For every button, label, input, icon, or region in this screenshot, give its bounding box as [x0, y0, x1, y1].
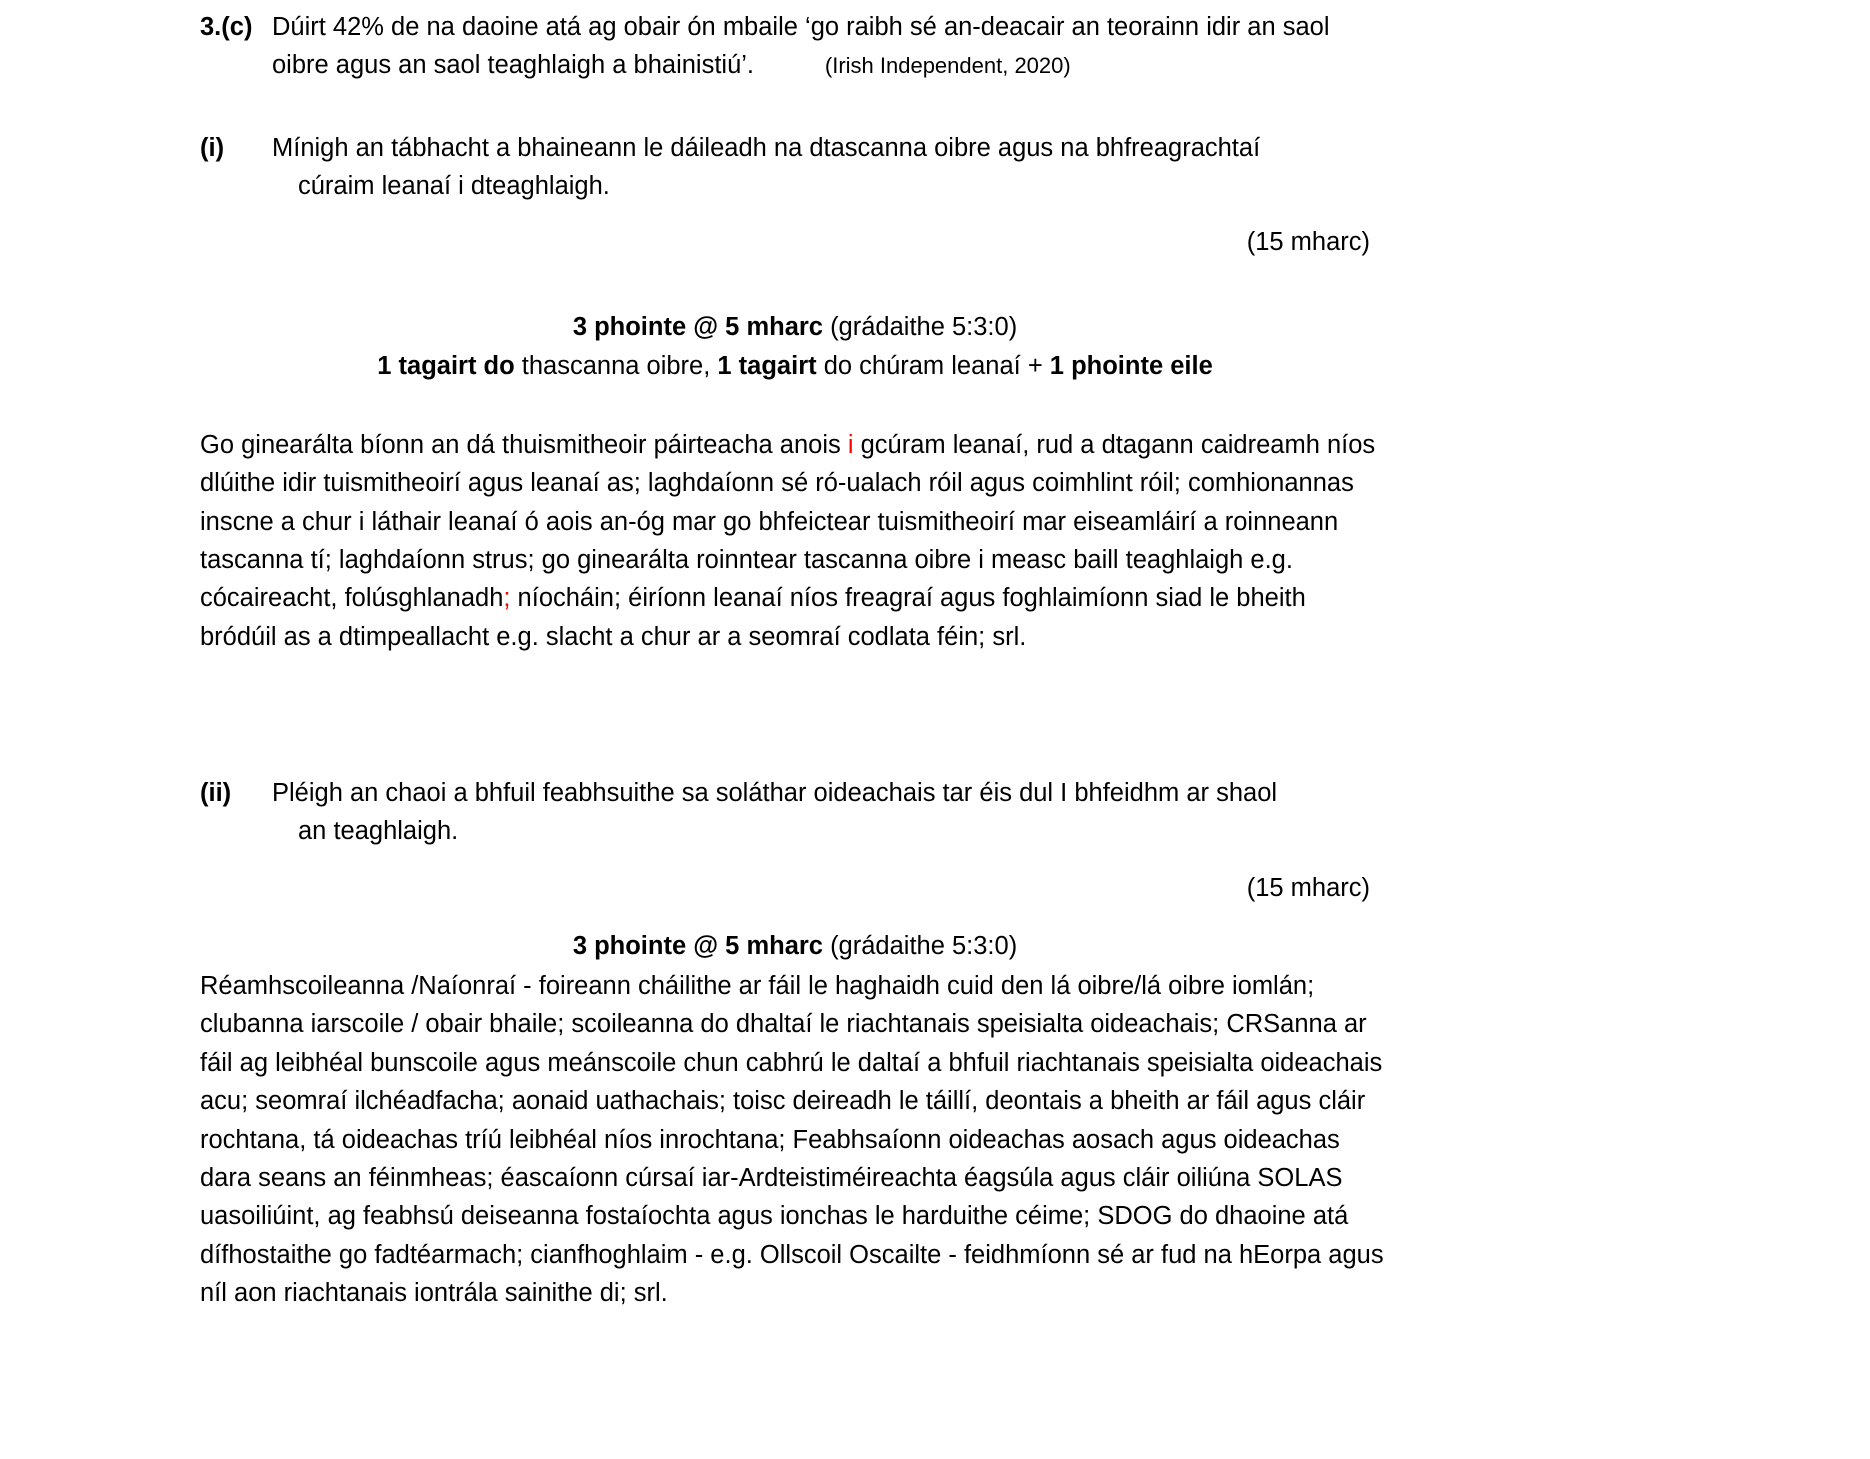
- part-i-answer: [200, 426, 1385, 656]
- question-number: 3.(c): [200, 13, 253, 41]
- question-stem: [200, 8, 1390, 85]
- part-ii-answer: Réamhscoileanna /Naíonraí - foireann cháilithe ar fáil le haghaidh cuid den lá oibre/lá oibre iomlán; clubanna iarscoile / obair bhaile; scoileanna do dhaltaí le riachtanais speisialta oideachais; CRSanna ar fáil ag leibhéal bunscoile agus meánscoile chun cabhrú le daltaí a bhfuil riachtanais speisialta oideachais acu; seomraí ilchéadfacha; aonaid uathachais; toisc deireadh le táillí, deontais a bheith ar fáil agus cláir rochtana, tá oideachas tríú leibhéal níos inrochtana; Feabhsaíonn oideachas aosach agus oideachas dara seans an féinmheas; éascaíonn cúrsaí iar-Ardteistiméireachta éagsúla agus cláir oiliúna SOLAS uasoiliúint, ag feabhsú deiseanna fostaíochta agus ionchas le harduithe céime; SDOG do dhaoine atá dífhostaithe go fadtéarmach; cianfhoghlaim - e.g. Ollscoil Oscailte - feidhmíonn sé ar fud na hEorpa agus níl aon riachtanais iontrála sainithe di; srl.: [200, 972, 1384, 1307]
- part-i-answer-seg-2: gcúram leanaí, rud a dtagann caidreamh níos dlúithe idir tuismitheoirí agus leanaí as; laghdaíonn sé ró-ualach róil agus coimhlint róil; comhionannas inscne a chur i láthair leanaí ó aois an-óg mar go bhfeictear tuismitheoirí mar eiseamláirí a roinneann tascanna tí; laghdaíonn strus; go ginearálta roinntear tascanna oibre i measc baill teaghlaigh e.g. cócaireacht, folúsghlanadh: [200, 430, 1376, 613]
- section-spacer: [200, 656, 1390, 730]
- question-stem-line-1: Dúirt 42% de na daoine atá ag obair ón mbaile ‘go raibh sé an-deacair an teorainn idir an saol: [272, 13, 1330, 41]
- part-i-prompt: [272, 129, 1390, 206]
- part-ii: [200, 774, 1390, 851]
- part-i-marks: (15 mharc): [1246, 228, 1370, 256]
- part-i-scheme-ref-3: 1 phointe eile: [1049, 352, 1213, 380]
- part-ii-scheme-grading: (grádaithe 5:3:0): [822, 931, 1018, 960]
- part-i-answer-seg-3: níocháin; éiríonn leanaí níos freagraí agus foghlaimíonn siad le bheith bródúil as a dtimpeallacht e.g. slacht a chur ar a seomraí codlata féin; srl.: [200, 584, 1306, 651]
- part-i-scheme-grading: (grádaithe 5:3:0): [822, 313, 1018, 342]
- part-i-answer-highlight-2: ;: [503, 584, 511, 613]
- question-stem-line-2: [272, 46, 1390, 84]
- part-ii-prompt-line-1: Pléigh an chaoi a bhfuil feabhsuithe sa soláthar oideachais tar éis dul I bhfeidhm ar shaol: [272, 779, 1278, 807]
- part-i-scheme-ref-2: 1 tagairt: [717, 352, 817, 380]
- part-i-scheme-line-2: [200, 347, 1390, 386]
- part-i-answer-highlight-1: i: [847, 430, 854, 459]
- question-stem-line-2-text: oibre agus an saol teaghlaigh a bhainistiú’.: [272, 51, 755, 80]
- part-ii-marks: (15 mharc): [1246, 873, 1370, 902]
- part-i-prompt-line-1: Mínigh an tábhacht a bhaineann le dáileadh na dtascanna oibre agus na bhfreagrachtaí: [272, 133, 1261, 162]
- part-i-scheme-ref-1-text: thascanna oibre,: [514, 352, 718, 380]
- source-citation: (Irish Independent, 2020): [824, 53, 1071, 79]
- part-i-scheme-points: 3 phointe @ 5 mharc: [572, 313, 823, 342]
- part-ii-prompt-line-2: an teaghlaigh.: [298, 817, 459, 846]
- part-i-marking-scheme: [200, 308, 1390, 386]
- part-ii-marking-scheme: [200, 927, 1390, 965]
- part-i-prompt-line-2: cúraim leanaí i dteaghlaigh.: [298, 171, 610, 200]
- part-i: [200, 129, 1390, 206]
- part-i-scheme-ref-1: 1 tagairt do: [377, 352, 515, 380]
- part-ii-prompt: [272, 774, 1390, 851]
- part-i-label: (i): [200, 133, 225, 162]
- part-ii-scheme-points: 3 phointe @ 5 mharc: [572, 931, 823, 960]
- part-ii-label: (ii): [200, 779, 232, 807]
- part-i-scheme-line-1: [200, 308, 1390, 347]
- part-i-answer-seg-1: Go ginearálta bíonn an dá thuismitheoir páirteacha anois: [200, 430, 848, 459]
- question-stem-text: [272, 8, 1390, 85]
- part-i-scheme-ref-2-text: do chúram leanaí +: [816, 352, 1050, 380]
